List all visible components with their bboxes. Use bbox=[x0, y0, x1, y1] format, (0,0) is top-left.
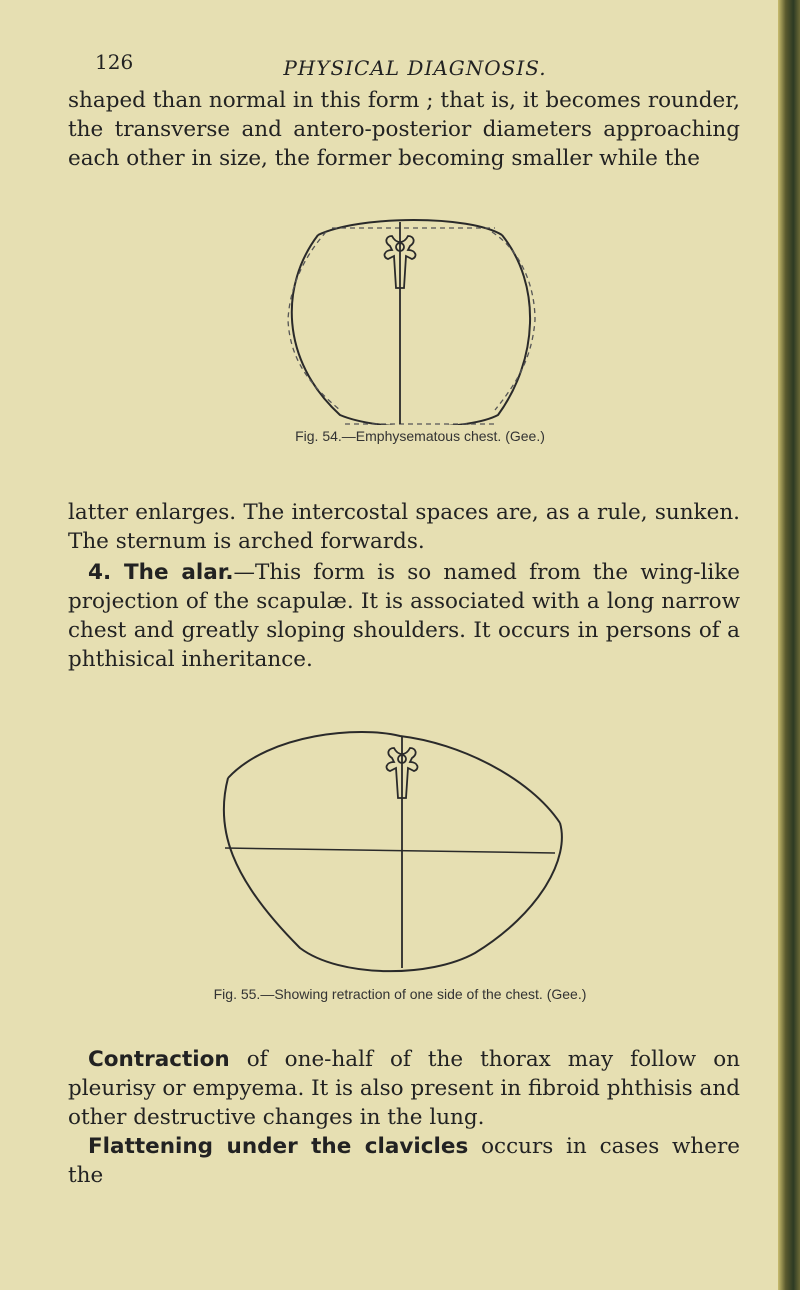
section-heading-flattening: Flattening under the clavicles bbox=[88, 1134, 469, 1159]
paragraph-text: shaped than normal in this form ; that is, it becomes rounder, the transverse and antero-posterior diameters approaching each other in size, the former becoming smaller while the bbox=[68, 88, 740, 171]
emphysematous-chest-diagram bbox=[270, 210, 570, 425]
figure-54 bbox=[270, 210, 570, 455]
paragraph-latter bbox=[68, 498, 740, 556]
paragraph-alar bbox=[68, 558, 740, 674]
page-edge bbox=[778, 0, 800, 1290]
paragraph-text: of one-half of the thorax may follow on pleurisy or empyema. It is also present in fibroid phthisis and other destructive changes in the lung. bbox=[68, 1047, 740, 1130]
page-header bbox=[95, 50, 735, 84]
paragraph-text: latter enlarges. The intercostal spaces are, as a rule, sunken. The sternum is arched forwards. bbox=[68, 500, 740, 554]
figure-55-caption: Fig. 55.—Showing retraction of one side of the chest. (Gee.) bbox=[213, 986, 587, 1002]
paragraph-text: occurs in cases where the bbox=[68, 1134, 740, 1188]
section-heading-alar: 4. The alar. bbox=[88, 560, 234, 585]
retracted-chest-diagram bbox=[210, 728, 590, 983]
paragraph-flattening bbox=[68, 1132, 740, 1190]
figure-54-caption: Fig. 54.—Emphysematous chest. (Gee.) bbox=[295, 428, 545, 444]
paragraph-contraction bbox=[68, 1045, 740, 1132]
paragraph-text: —This form is so named from the wing-like projection of the scapulæ. It is associated with a long narrow chest and greatly sloping shoulders. It occurs in persons of a phthisical inheritance. bbox=[68, 560, 740, 672]
paragraph-continuation bbox=[68, 86, 740, 173]
page-number: 126 bbox=[95, 50, 134, 74]
section-heading-contraction: Contraction bbox=[88, 1047, 230, 1072]
running-title: PHYSICAL DIAGNOSIS. bbox=[283, 56, 547, 80]
figure-55 bbox=[210, 728, 590, 1013]
